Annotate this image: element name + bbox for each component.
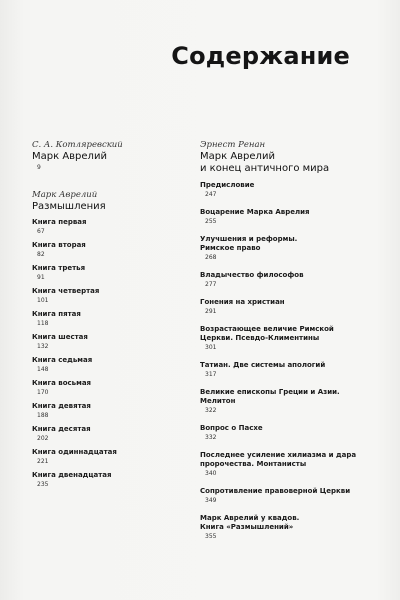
- toc-entry-title: [200, 514, 390, 532]
- page-number: 132: [37, 343, 49, 350]
- page-number: 118: [37, 320, 49, 327]
- section-author: Марк Аврелий: [32, 190, 98, 200]
- toc-entry-title-line: Возрастающее величие Римской: [200, 325, 334, 333]
- toc-entry-title: [200, 181, 390, 190]
- page-number: 349: [205, 497, 217, 504]
- page-number: 268: [205, 254, 217, 261]
- toc-entry: [32, 241, 182, 259]
- toc-entry-title: Книга четвертая: [32, 287, 100, 295]
- toc-entry: [200, 298, 390, 316]
- toc-entry-title: Книга третья: [32, 264, 86, 272]
- toc-entry: [32, 333, 182, 351]
- page-number: 221: [37, 458, 49, 465]
- toc-entry: [32, 264, 182, 282]
- toc-entry-title: [200, 325, 390, 343]
- toc-entry: [32, 310, 182, 328]
- toc-entry: [32, 287, 182, 305]
- section-heading: [200, 151, 390, 175]
- page-number: 82: [37, 251, 45, 258]
- section-heading-line: и конец античного мира: [200, 163, 330, 174]
- page-number: 291: [205, 308, 217, 315]
- page-number: 255: [205, 218, 217, 225]
- toc-entry-title-line: Вопрос о Пасхе: [200, 424, 263, 432]
- toc-entry-title: [200, 271, 390, 280]
- page-number: 67: [37, 228, 45, 235]
- page-number: 101: [37, 297, 49, 304]
- toc-entry: [32, 448, 182, 466]
- toc-section-meditations: [32, 190, 182, 489]
- page-number: 332: [205, 434, 217, 441]
- page-number: 317: [205, 371, 217, 378]
- page-number: 9: [37, 164, 41, 171]
- toc-entry: [200, 271, 390, 289]
- page-number: 340: [205, 470, 217, 477]
- page-number: 91: [37, 274, 45, 281]
- left-column: [32, 140, 182, 489]
- page-number: 148: [37, 366, 49, 373]
- toc-entry-title-line: Великие епископы Греции и Азии.: [200, 388, 340, 396]
- page-number: 277: [205, 281, 217, 288]
- toc-entry-title-line: Марк Аврелий у квадов.: [200, 514, 300, 522]
- toc-entry-title-line: Церкви. Псевдо-Климентины: [200, 334, 320, 342]
- toc-entry-title-line: Предисловие: [200, 181, 255, 189]
- toc-entry-title: [200, 424, 390, 433]
- toc-entry-title: [200, 361, 390, 370]
- toc-entry: [200, 181, 390, 199]
- toc-entry-list: [200, 181, 390, 541]
- toc-entry-title: Книга девятая: [32, 402, 91, 410]
- page-title: Содержание: [171, 42, 350, 70]
- toc-entry-title: Книга пятая: [32, 310, 81, 318]
- toc-entry-title: [200, 208, 390, 217]
- section-heading: Марк Аврелий: [32, 151, 107, 162]
- toc-entry-title: [200, 451, 390, 469]
- toc-entry: [32, 471, 182, 489]
- toc-entry-title-line: Воцарение Марка Аврелия: [200, 208, 310, 216]
- section-heading: Размышления: [32, 201, 106, 212]
- toc-section-kotlyarevsky: [32, 140, 182, 172]
- toc-entry: [32, 379, 182, 397]
- toc-entry: [32, 402, 182, 420]
- toc-entry-title: [200, 298, 390, 307]
- toc-entry-title: Книга вторая: [32, 241, 86, 249]
- toc-entry: [200, 325, 390, 352]
- page-number: 301: [205, 344, 217, 351]
- toc-entry-title-line: Римское право: [200, 244, 261, 252]
- page-number: 355: [205, 533, 217, 540]
- toc-entry: [200, 388, 390, 415]
- toc-entry: [200, 424, 390, 442]
- toc-entry-title-line: пророчества. Монтанисты: [200, 460, 307, 468]
- toc-entry-title-line: Сопротивление правоверной Церкви: [200, 487, 351, 495]
- toc-entry-title-line: Книга «Размышлений»: [200, 523, 294, 531]
- toc-entry-title: Книга десятая: [32, 425, 91, 433]
- page-number: 170: [37, 389, 49, 396]
- toc-entry: [200, 361, 390, 379]
- toc-entry-title: Книга шестая: [32, 333, 88, 341]
- toc-entry-title-line: Владычество философов: [200, 271, 304, 279]
- toc-entry-title: Книга седьмая: [32, 356, 93, 364]
- toc-entry-title-line: Мелитон: [200, 397, 236, 405]
- toc-entry: [200, 451, 390, 478]
- toc-entry-list: [32, 218, 182, 489]
- toc-entry-title: Книга двенадцатая: [32, 471, 112, 479]
- toc-entry: [200, 235, 390, 262]
- section-heading-line: Марк Аврелий: [200, 151, 275, 162]
- page-number: 322: [205, 407, 217, 414]
- toc-entry-title-line: Гонения на христиан: [200, 298, 285, 306]
- toc-entry-title: Книга восьмая: [32, 379, 92, 387]
- toc-entry-title: Книга первая: [32, 218, 87, 226]
- section-author: С. А. Котляревский: [32, 140, 123, 150]
- toc-entry-title-line: Татиан. Две системы апологий: [200, 361, 326, 369]
- toc-entry-title: [200, 235, 390, 253]
- toc-entry: [200, 514, 390, 541]
- toc-entry: [200, 487, 390, 505]
- toc-entry: [32, 356, 182, 374]
- toc-entry: [32, 218, 182, 236]
- page-number: 235: [37, 481, 49, 488]
- toc-entry-title: [200, 388, 390, 406]
- page-number: 247: [205, 191, 217, 198]
- page-number: 202: [37, 435, 49, 442]
- toc-entry: [32, 425, 182, 443]
- toc-entry: [200, 208, 390, 226]
- toc-entry-title-line: Улучшения и реформы.: [200, 235, 298, 243]
- toc-entry-title-line: Последнее усиление хилиазма и дара: [200, 451, 357, 459]
- toc-entry-title: Книга одиннадцатая: [32, 448, 117, 456]
- right-column: [200, 140, 390, 541]
- toc-entry-title: [200, 487, 390, 496]
- page-number: 188: [37, 412, 49, 419]
- section-author: Эрнест Ренан: [200, 140, 266, 150]
